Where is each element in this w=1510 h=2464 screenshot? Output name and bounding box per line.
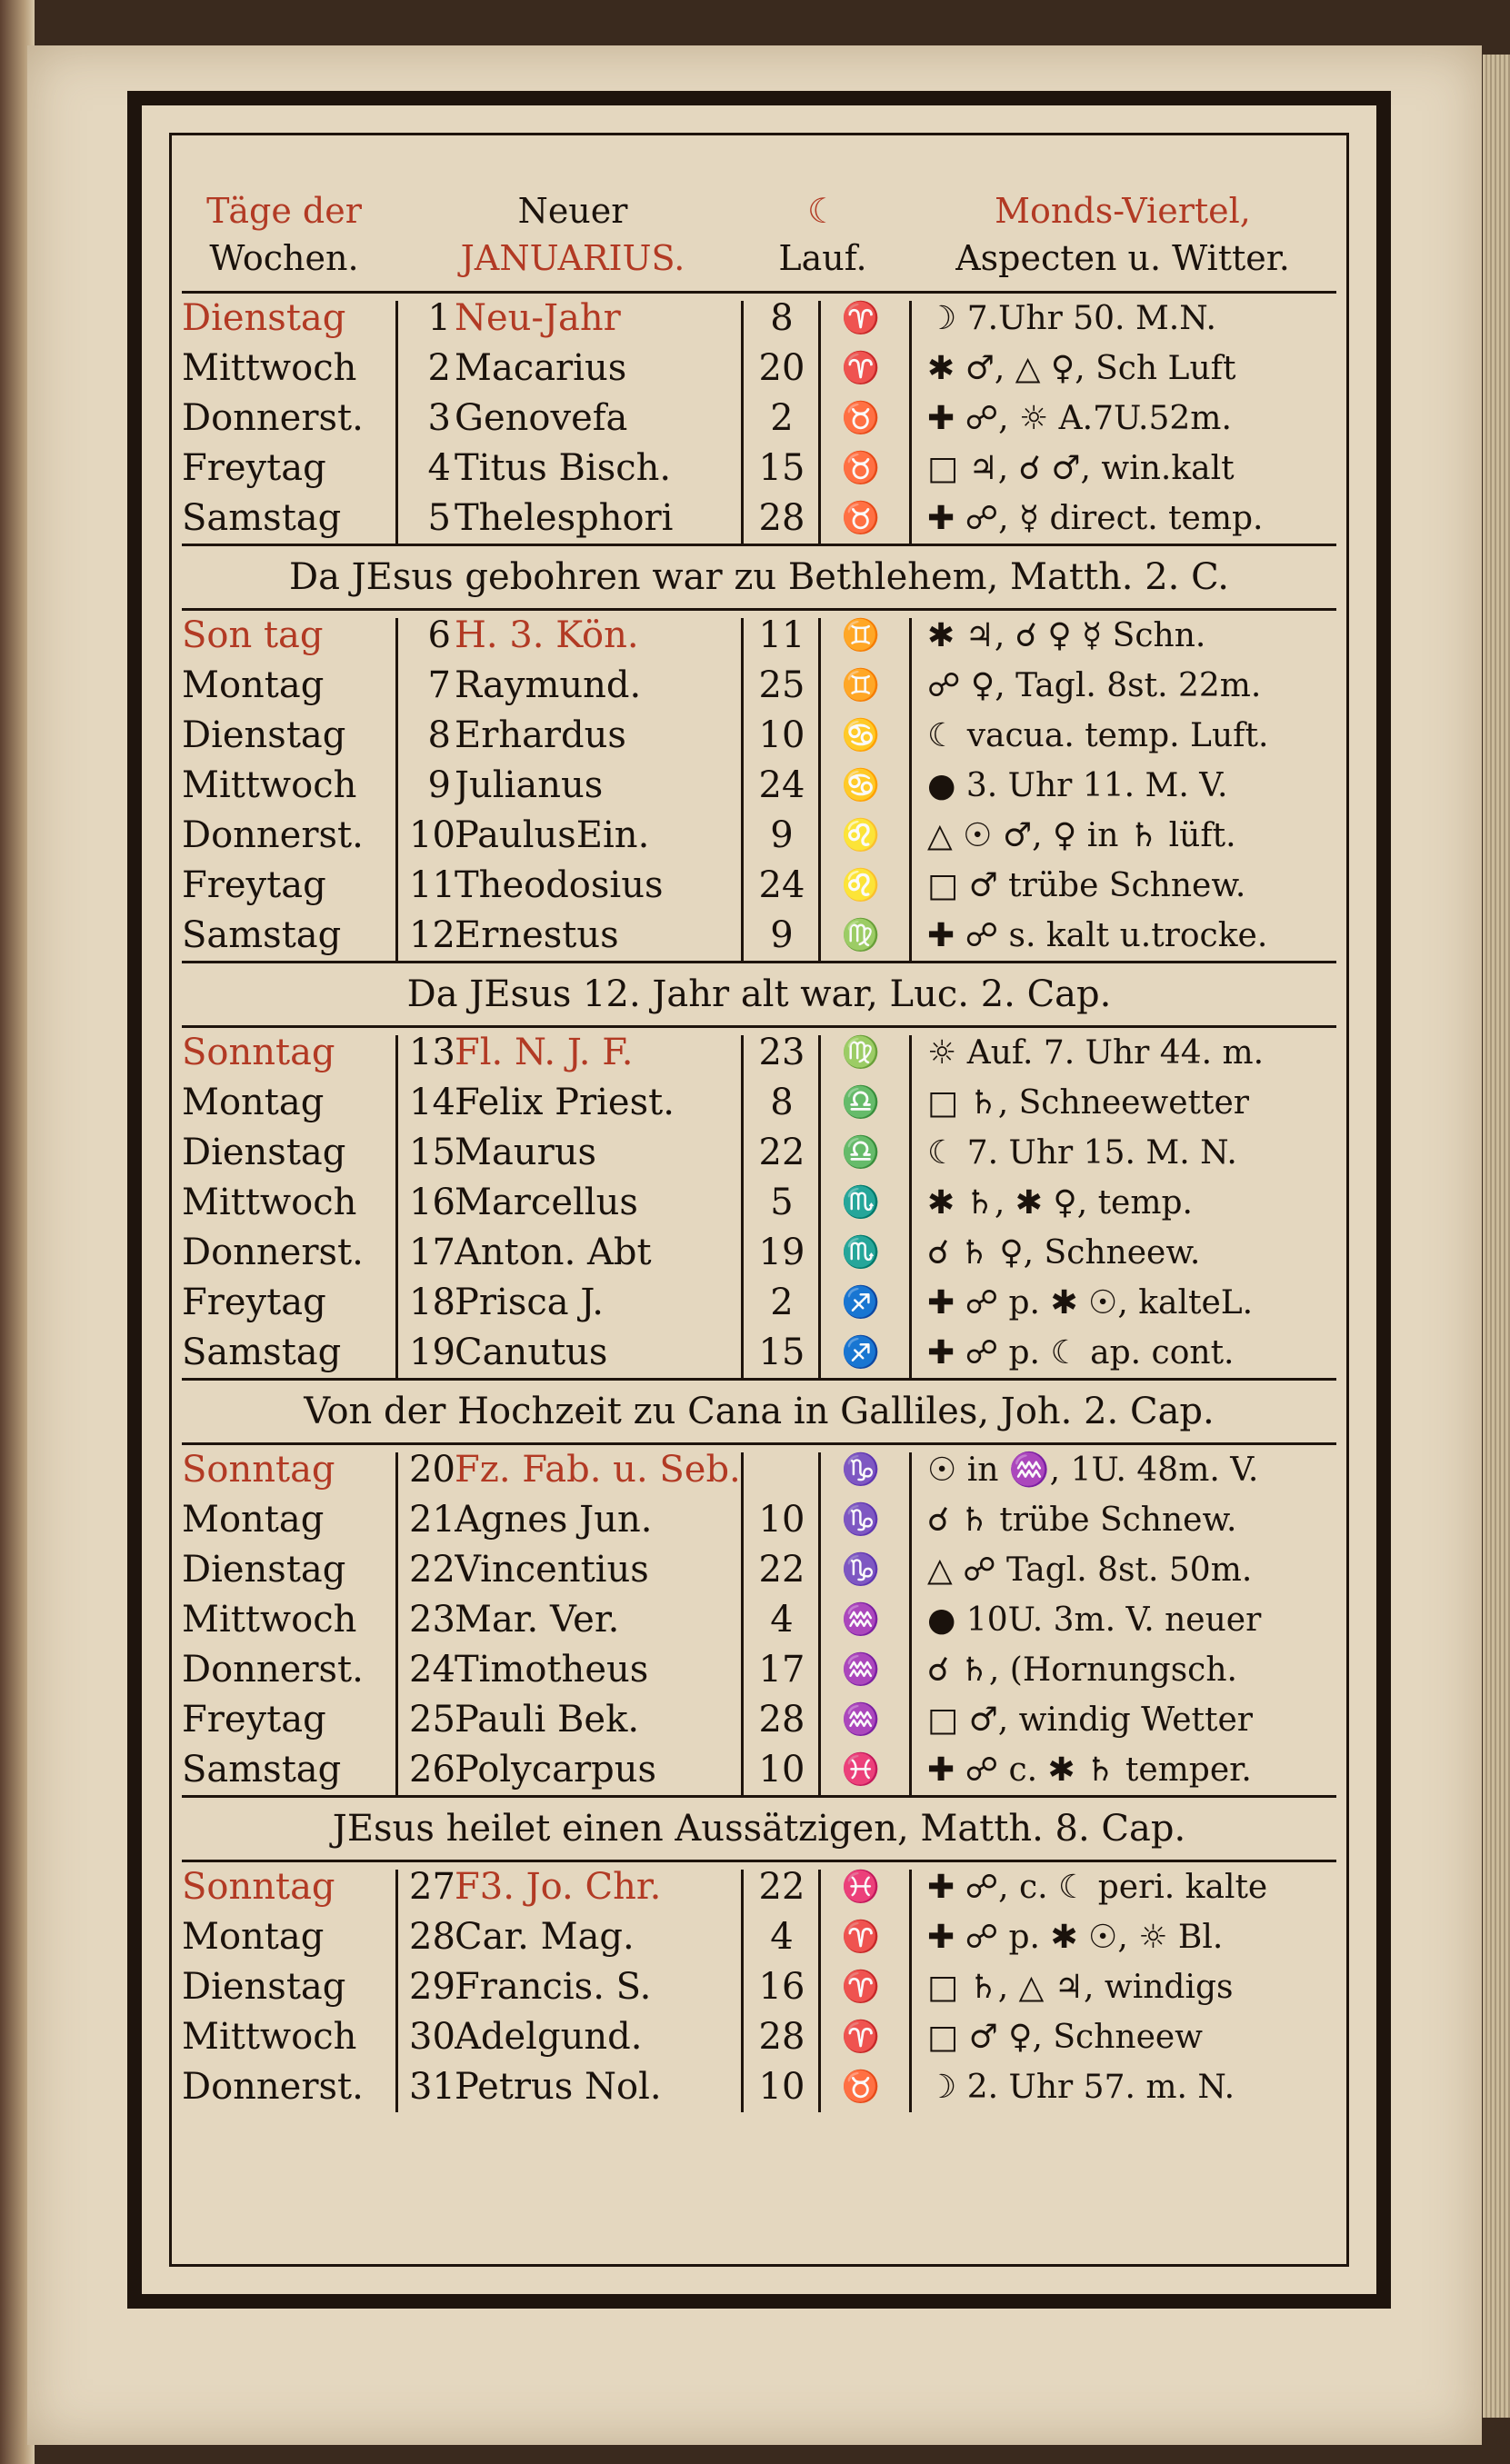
moon-course: 17 [758, 1649, 805, 1691]
saint-name: Macarius [455, 347, 627, 389]
day-number: 7 [427, 664, 451, 706]
column-separator [818, 618, 821, 961]
day-name: Dienstag [182, 297, 346, 339]
moon-course: 2 [770, 397, 794, 439]
day-number: 29 [409, 1966, 455, 2008]
moon-course: 28 [758, 2016, 805, 2058]
day-number: 19 [409, 1332, 455, 1373]
saint-name: Car. Mag. [455, 1916, 635, 1958]
aspect-weather: ☼ Auf. 7. Uhr 44. m. [927, 1034, 1265, 1072]
zodiac-sign: ♐ [841, 1284, 881, 1321]
day-number: 21 [409, 1499, 455, 1541]
day-name: Donnerst. [182, 1649, 364, 1691]
zodiac-sign: ♈ [841, 2019, 881, 2055]
moon-course: 4 [770, 1916, 794, 1958]
moon-course: 10 [758, 1749, 805, 1791]
day-row [182, 1695, 1336, 1745]
zodiac-sign: ♊ [841, 617, 881, 653]
moon-course: 28 [758, 497, 805, 539]
zodiac-sign: ♉ [841, 500, 881, 536]
aspect-weather: ✚ ☍ p. ✱ ☉, kalteL. [927, 1284, 1254, 1322]
header-aspects [909, 187, 1336, 282]
day-name: Mittwoch [182, 1182, 357, 1223]
day-name: Dienstag [182, 1132, 346, 1173]
week-block [182, 1862, 1336, 2112]
saint-name: Maurus [455, 1132, 596, 1173]
zodiac-sign: ♋ [841, 767, 881, 803]
day-name: Montag [182, 1916, 325, 1958]
zodiac-sign: ♈ [841, 350, 881, 386]
day-name: Freytag [182, 864, 326, 906]
saint-name: Vincentius [455, 1549, 649, 1591]
zodiac-sign: ♉ [841, 450, 881, 486]
day-number: 17 [409, 1232, 455, 1273]
saint-name: Polycarpus [455, 1749, 657, 1791]
aspect-weather: □ ♄, Schneewetter [927, 1084, 1249, 1122]
day-row [182, 394, 1336, 444]
moon-course: 20 [758, 347, 805, 389]
aspect-weather: ☽ 2. Uhr 57. m. N. [927, 2069, 1235, 2106]
day-row [182, 811, 1336, 861]
day-row [182, 1862, 1336, 1912]
aspect-weather: □ ♄, △ ♃, windigs [927, 1969, 1234, 2006]
zodiac-sign: ♌ [841, 817, 881, 853]
day-number: 4 [427, 447, 451, 489]
day-name: Samstag [182, 497, 342, 539]
zodiac-sign: ♌ [841, 867, 881, 903]
aspect-weather: □ ♃, ☌ ♂, win.kalt [927, 450, 1235, 487]
saint-name: PaulusEin. [455, 814, 650, 856]
zodiac-sign: ♑ [841, 1551, 881, 1588]
column-separator [395, 1452, 398, 1795]
zodiac-sign: ♎ [841, 1134, 881, 1171]
day-row [182, 1228, 1336, 1278]
day-number: 27 [409, 1866, 455, 1908]
aspect-weather: ✱ ♃, ☌ ♀ ☿ Schn. [927, 617, 1206, 654]
header-month [400, 187, 745, 282]
weeks-container [182, 294, 1336, 2112]
saint-name: Adelgund. [455, 2016, 643, 2058]
day-row [182, 1128, 1336, 1178]
moon-course: 8 [770, 1082, 794, 1123]
column-separator [818, 1870, 821, 2112]
day-name: Mittwoch [182, 1599, 357, 1641]
aspect-weather: ☍ ♀, Tagl. 8st. 22m. [927, 667, 1262, 704]
zodiac-sign: ♏ [841, 1234, 881, 1271]
saint-name: Neu-Jahr [455, 297, 621, 339]
day-name: Sonntag [182, 1032, 335, 1073]
table-header [182, 182, 1336, 294]
saint-name: Agnes Jun. [455, 1499, 653, 1541]
zodiac-sign: ♋ [841, 717, 881, 753]
day-row [182, 1962, 1336, 2012]
zodiac-sign: ♈ [841, 1919, 881, 1955]
column-separator [741, 1870, 744, 2112]
aspect-weather: ✚ ☍ p. ☾ ap. cont. [927, 1334, 1235, 1372]
aspect-weather: △ ☍ Tagl. 8st. 50m. [927, 1551, 1253, 1589]
zodiac-sign: ♑ [841, 1501, 881, 1538]
column-separator [395, 301, 398, 544]
day-row [182, 1328, 1336, 1378]
moon-course: 10 [758, 714, 805, 756]
day-row [182, 1595, 1336, 1645]
saint-name: Theodosius [455, 864, 664, 906]
day-name: Montag [182, 1082, 325, 1123]
aspect-weather: ✚ ☍, ☼ A.7U.52m. [927, 400, 1232, 437]
day-number: 22 [409, 1549, 455, 1591]
day-number: 8 [427, 714, 451, 756]
saint-name: Timotheus [455, 1649, 649, 1691]
zodiac-sign: ♓ [841, 1869, 881, 1905]
moon-course: 22 [758, 1549, 805, 1591]
day-number: 30 [409, 2016, 455, 2058]
week-block [182, 611, 1336, 961]
day-row [182, 1495, 1336, 1545]
saint-name: Pauli Bek. [455, 1699, 640, 1741]
aspect-weather: ☌ ♄ trübe Schnew. [927, 1501, 1237, 1539]
column-separator [909, 301, 912, 544]
moon-course: 19 [758, 1232, 805, 1273]
day-row [182, 1912, 1336, 1962]
saint-name: F3. Jo. Chr. [455, 1866, 662, 1908]
day-number: 13 [409, 1032, 455, 1073]
aspect-weather: ✚ ☍, c. ☾ peri. kalte [927, 1869, 1268, 1906]
day-number: 24 [409, 1649, 455, 1691]
day-name: Donnerst. [182, 1232, 364, 1273]
week-block [182, 1445, 1336, 1795]
week-block [182, 294, 1336, 544]
saint-name: Felix Priest. [455, 1082, 675, 1123]
header-days [182, 187, 386, 282]
column-separator [818, 1452, 821, 1795]
day-row [182, 1278, 1336, 1328]
saint-name: Fl. N. J. F. [455, 1032, 634, 1073]
day-row [182, 294, 1336, 344]
day-name: Donnerst. [182, 2066, 364, 2108]
day-row [182, 911, 1336, 961]
day-row [182, 1445, 1336, 1495]
header-aspects-line2: Aspecten u. Witter. [955, 238, 1290, 278]
day-name: Sonntag [182, 1866, 335, 1908]
column-separator [395, 1035, 398, 1378]
aspect-weather: ☉ in ♒, 1U. 48m. V. [927, 1451, 1259, 1489]
day-row [182, 1745, 1336, 1795]
day-row [182, 494, 1336, 544]
saint-name: Ernestus [455, 914, 619, 956]
aspect-weather: ☾ vacua. temp. Luft. [927, 717, 1269, 754]
moon-course: 11 [758, 614, 805, 656]
saint-name: Petrus Nol. [455, 2066, 662, 2108]
day-row [182, 1078, 1336, 1128]
column-separator [395, 1870, 398, 2112]
day-number: 5 [427, 497, 451, 539]
header-aspects-line1: Monds-Viertel, [995, 191, 1251, 231]
aspect-weather: ✚ ☍ c. ✱ ♄ temper. [927, 1751, 1252, 1789]
zodiac-sign: ♎ [841, 1084, 881, 1121]
day-number: 9 [427, 764, 451, 806]
aspect-weather: □ ♂ trübe Schnew. [927, 867, 1246, 904]
header-moon-label: Lauf. [778, 238, 867, 278]
saint-name: Francis. S. [455, 1966, 652, 2008]
page-edges [1483, 55, 1510, 2418]
moon-course: 24 [758, 864, 805, 906]
saint-name: Raymund. [455, 664, 642, 706]
moon-course: 16 [758, 1966, 805, 2008]
day-number: 31 [409, 2066, 455, 2108]
day-number: 28 [409, 1916, 455, 1958]
day-name: Mittwoch [182, 347, 357, 389]
header-moon [755, 187, 891, 282]
aspect-weather: ✱ ♄, ✱ ♀, temp. [927, 1184, 1193, 1222]
zodiac-sign: ♓ [841, 1751, 881, 1788]
day-number: 12 [409, 914, 455, 956]
gospel-verse: Da JEsus 12. Jahr alt war, Luc. 2. Cap. [182, 961, 1336, 1028]
column-separator [741, 618, 744, 961]
day-number: 26 [409, 1749, 455, 1791]
calendar-table [182, 182, 1336, 2112]
day-name: Freytag [182, 1699, 326, 1741]
saint-name: Titus Bisch. [455, 447, 672, 489]
day-name: Montag [182, 664, 325, 706]
moon-course: 4 [770, 1599, 794, 1641]
moon-course: 2 [770, 1282, 794, 1323]
aspect-weather: ● 10U. 3m. V. neuer [927, 1601, 1262, 1639]
day-row [182, 711, 1336, 761]
day-name: Samstag [182, 1749, 342, 1791]
zodiac-sign: ♐ [841, 1334, 881, 1371]
aspect-weather: ☾ 7. Uhr 15. M. N. [927, 1134, 1237, 1172]
day-name: Samstag [182, 1332, 342, 1373]
saint-name: H. 3. Kön. [455, 614, 639, 656]
day-number: 14 [409, 1082, 455, 1123]
day-name: Samstag [182, 914, 342, 956]
day-row [182, 861, 1336, 911]
gospel-verse: Von der Hochzeit zu Cana in Galliles, Joh. 2. Cap. [182, 1378, 1336, 1445]
day-number: 6 [427, 614, 451, 656]
column-separator [741, 1035, 744, 1378]
day-name: Mittwoch [182, 2016, 357, 2058]
aspect-weather: ☽ 7.Uhr 50. M.N. [927, 300, 1216, 337]
header-days-line2: Wochen. [209, 238, 359, 278]
moon-course: 10 [758, 2066, 805, 2108]
day-row [182, 1028, 1336, 1078]
saint-name: Marcellus [455, 1182, 638, 1223]
day-number: 1 [427, 297, 451, 339]
moon-course: 9 [770, 814, 794, 856]
week-block [182, 1028, 1336, 1378]
day-row [182, 1545, 1336, 1595]
day-row [182, 2062, 1336, 2112]
aspect-weather: ● 3. Uhr 11. M. V. [927, 767, 1228, 804]
day-number: 18 [409, 1282, 455, 1323]
day-name: Dienstag [182, 714, 346, 756]
day-number: 20 [409, 1449, 455, 1491]
day-number: 3 [427, 397, 451, 439]
day-name: Freytag [182, 1282, 326, 1323]
saint-name: Prisca J. [455, 1282, 604, 1323]
day-row [182, 1645, 1336, 1695]
aspect-weather: ✚ ☍ p. ✱ ☉, ☼ Bl. [927, 1919, 1224, 1956]
day-name: Donnerst. [182, 814, 364, 856]
aspect-weather: □ ♂ ♀, Schneew [927, 2019, 1203, 2056]
column-separator [741, 1452, 744, 1795]
moon-course: 8 [770, 297, 794, 339]
day-number: 16 [409, 1182, 455, 1223]
day-row [182, 344, 1336, 394]
moon-course: 23 [758, 1032, 805, 1073]
zodiac-sign: ♒ [841, 1601, 881, 1638]
zodiac-sign: ♉ [841, 2069, 881, 2105]
day-name: Freytag [182, 447, 326, 489]
moon-course: 25 [758, 664, 805, 706]
header-month-line1: Neuer [517, 191, 628, 231]
moon-course: 15 [758, 1332, 805, 1373]
moon-course: 10 [758, 1499, 805, 1541]
day-number: 11 [409, 864, 455, 906]
day-number: 25 [409, 1699, 455, 1741]
day-number: 15 [409, 1132, 455, 1173]
zodiac-sign: ♉ [841, 400, 881, 436]
aspect-weather: ☌ ♄ ♀, Schneew. [927, 1234, 1201, 1272]
day-name: Sonntag [182, 1449, 335, 1491]
aspect-weather: □ ♂, windig Wetter [927, 1701, 1253, 1739]
header-days-line1: Täge der [206, 191, 362, 231]
moon-course: 24 [758, 764, 805, 806]
column-separator [909, 618, 912, 961]
column-separator [818, 1035, 821, 1378]
day-name: Dienstag [182, 1549, 346, 1591]
saint-name: Thelesphori [455, 497, 674, 539]
day-number: 23 [409, 1599, 455, 1641]
header-month-title: JANUARIUS. [460, 238, 685, 278]
zodiac-sign: ♍ [841, 917, 881, 953]
saint-name: Anton. Abt [455, 1232, 652, 1273]
aspect-weather: ✚ ☍ s. kalt u.trocke. [927, 917, 1268, 954]
saint-name: Fz. Fab. u. Seb. [455, 1449, 741, 1491]
aspect-weather: ✚ ☍, ☿ direct. temp. [927, 500, 1264, 537]
zodiac-sign: ♊ [841, 667, 881, 703]
day-row [182, 661, 1336, 711]
day-row [182, 1178, 1336, 1228]
zodiac-sign: ♍ [841, 1034, 881, 1071]
moon-course: 22 [758, 1132, 805, 1173]
gospel-verse: Da JEsus gebohren war zu Bethlehem, Matth. 2. C. [182, 544, 1336, 611]
day-name: Montag [182, 1499, 325, 1541]
day-row [182, 2012, 1336, 2062]
column-separator [909, 1035, 912, 1378]
day-row [182, 761, 1336, 811]
saint-name: Genovefa [455, 397, 628, 439]
day-row [182, 611, 1336, 661]
aspect-weather: ✱ ♂, △ ♀, Sch Luft [927, 350, 1236, 387]
day-number: 10 [409, 814, 455, 856]
saint-name: Julianus [455, 764, 604, 806]
gospel-verse: JEsus heilet einen Aussätzigen, Matth. 8. Cap. [182, 1795, 1336, 1862]
day-name: Donnerst. [182, 397, 364, 439]
column-separator [741, 301, 744, 544]
moon-course: 22 [758, 1866, 805, 1908]
aspect-weather: ☌ ♄, (Hornungsch. [927, 1651, 1237, 1689]
moon-course: 9 [770, 914, 794, 956]
aspect-weather: △ ☉ ♂, ♀ in ♄ lüft. [927, 817, 1236, 854]
day-name: Dienstag [182, 1966, 346, 2008]
moon-course: 15 [758, 447, 805, 489]
zodiac-sign: ♒ [841, 1701, 881, 1738]
zodiac-sign: ♏ [841, 1184, 881, 1221]
zodiac-sign: ♈ [841, 1969, 881, 2005]
day-row [182, 444, 1336, 494]
moon-course: 28 [758, 1699, 805, 1741]
column-separator [395, 618, 398, 961]
column-separator [909, 1870, 912, 2112]
moon-course: 5 [770, 1182, 794, 1223]
saint-name: Mar. Ver. [455, 1599, 620, 1641]
zodiac-sign: ♒ [841, 1651, 881, 1688]
column-separator [818, 301, 821, 544]
zodiac-sign: ♑ [841, 1451, 881, 1488]
saint-name: Canutus [455, 1332, 608, 1373]
column-separator [909, 1452, 912, 1795]
day-number: 2 [427, 347, 451, 389]
zodiac-sign: ♈ [841, 300, 881, 336]
header-moon-symbol: ☾ [806, 191, 839, 231]
saint-name: Erhardus [455, 714, 626, 756]
day-name: Mittwoch [182, 764, 357, 806]
day-name: Son tag [182, 614, 324, 656]
